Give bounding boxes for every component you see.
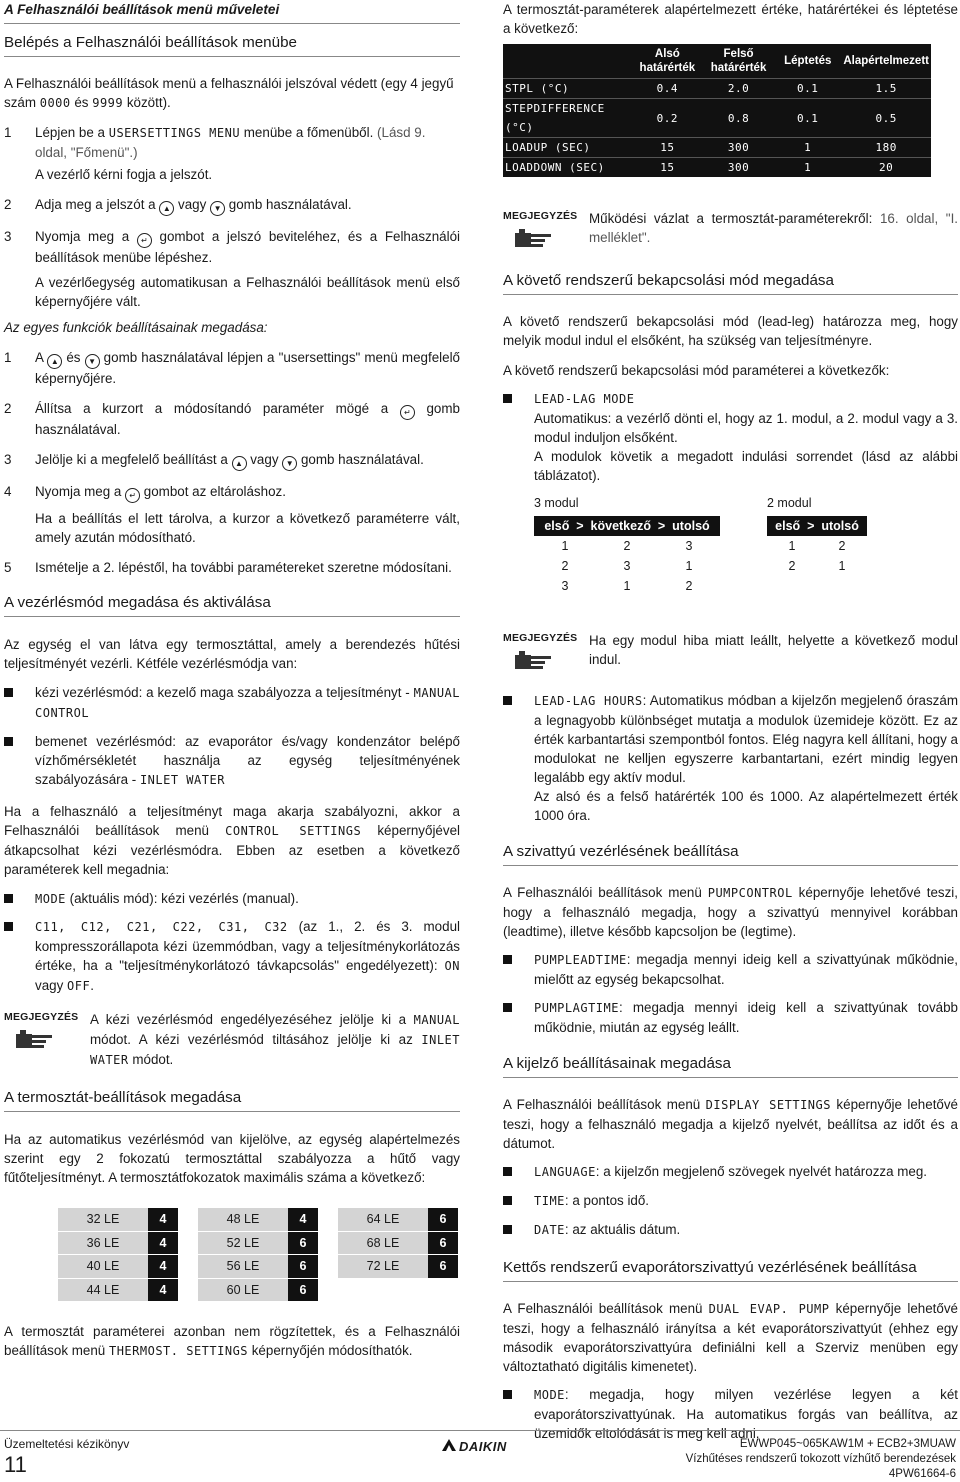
step-1: 1 Lépjen be a USERSETTINGS MENU menübe a főmenüből. (Lásd 9. oldal, "Főmenü".): [4, 125, 426, 160]
thermo-cell-label: 60 LE: [198, 1279, 288, 1302]
param-row: [503, 138, 931, 158]
module-order-cell: 2: [685, 579, 693, 593]
module-order-cell: 2: [788, 559, 796, 573]
bullet-lead-lag-mode: LEAD-LAG MODE: [503, 389, 958, 409]
param-cell: 300: [703, 138, 774, 158]
param-cell: LOADDOWN (SEC): [503, 158, 632, 178]
note-thermostat-diagram: MEGJEGYZÉS Működési vázlat a termosztát-paraméterekről: 16. oldal, "I. melléklet".: [503, 209, 958, 247]
bullet-dual-mode: MODE: megadja, hogy milyen vezérlése legyen a két evaporátorszivattyúnak. Ha automatikus forgás van beállítva, az üzemidők eltolódását is meg kell adni.: [503, 1385, 958, 1443]
right-column: [503, 0, 958, 1443]
enter-button-icon: ↵: [400, 405, 415, 420]
thermo-cell-label: 72 LE: [338, 1255, 428, 1278]
up-button-icon: ▲: [232, 456, 247, 471]
module-order-cell: 2: [623, 539, 631, 553]
heading-display: A kijelző beállításainak megadása: [503, 1054, 958, 1078]
thermo-cell-value: 4: [148, 1232, 178, 1255]
lead-lag-hours-limits: Az alsó és a felső határérték 100 és 1000. Az alapértelmezett érték 1000 óra.: [534, 789, 958, 823]
param-cell: STPL (°C): [503, 79, 632, 99]
footer-manual: Üzemeltetési kézikönyv: [4, 1437, 130, 1451]
param-header-cell: Alsó határérték: [639, 48, 696, 74]
thermo-cell-label: 68 LE: [338, 1232, 428, 1255]
param-cell: 20: [841, 158, 931, 178]
bullet-time: TIME: a pontos idő.: [503, 1191, 958, 1211]
up-button-icon: ▲: [47, 354, 62, 369]
param-cell: LOADUP (SEC): [503, 138, 632, 158]
footer-left: [4, 1437, 129, 1478]
thermo-cell-label: 48 LE: [198, 1208, 288, 1231]
enter-button-icon: ↵: [137, 233, 152, 248]
func-step-4: 4 Nyomja meg a ↵ gombot az eltároláshoz.: [4, 482, 460, 503]
mod3-label: 3 modul: [534, 496, 579, 510]
heading-lead-lag: A követő rendszerű bekapcsolási mód megadása: [503, 271, 958, 295]
step-2: 2 Adja meg a jelszót a ▲ vagy ▼ gomb használatával.: [4, 195, 460, 216]
intro-password: A Felhasználói beállítások menü a felhasználói jelszóval védett (egy 4 jegyű szám 0000 és 9999 között).: [4, 76, 454, 110]
thermo-cell-label: 44 LE: [58, 1279, 148, 1302]
module-order-cell: 2: [561, 559, 569, 573]
param-header-cell: Felső határérték: [710, 48, 767, 74]
param-cell: 0.1: [774, 79, 841, 99]
thermo-cell-value: 6: [288, 1232, 318, 1255]
thermo-cell-value: 6: [428, 1232, 458, 1255]
thermo-cell-value: 4: [148, 1208, 178, 1231]
page-section-title: A Felhasználói beállítások menü műveletei: [4, 0, 460, 24]
bullet-input-mode: bemenet vezérlésmód: az evaporátor és/vagy kondenzátor belépő vízhőmérsékletét használja az egység teljesítményének szabályozására - INLET WATER: [4, 732, 460, 790]
param-intro: A termosztát-paraméterek alapértelmezett értéke, határértékei és léptetése a következő:: [503, 2, 958, 36]
module-order-cell: 1: [623, 579, 631, 593]
module-order-header: első > következő > utolsó: [534, 516, 720, 536]
thermostat-param-table: [503, 44, 931, 177]
thermo-cell-value: 6: [428, 1255, 458, 1278]
param-cell: 1.5: [841, 79, 931, 99]
bullet-manual-mode: kézi vezérlésmód: a kezelő maga szabályozza a teljesítményt - MANUAL CONTROL: [4, 683, 460, 723]
pointing-hand-icon: [513, 651, 553, 673]
dual-pump-intro: A Felhasználói beállítások menü DUAL EVAP. PUMP képernyője lehetővé teszi, hogy a felhasználó irányítsa a két evaporátorszivattyút (ehhez egy második evaporátorszivattyúra definiálni kell a Szerviz menüben egy változtatható digitális kimenetet).: [503, 1301, 958, 1374]
thermostat-intro: Ha az automatikus vezérlésmód van kijelölve, az egység alapértelmezés szerint egy 2 fokozatú termosztáttal szabályozza a hűtő vagy fűtőteljesítményt. A termosztátfokozatok maximális száma a következő:: [4, 1132, 460, 1185]
bullet-lead-lag-hours: LEAD-LAG HOURS: Automatikus módban a kijelzőn megjelenő óraszám a legnagyobb különbséget mutatja a modulok üzemideje között. Ez az érték karbantartási szempontból fontos. Elég nagyra kell állítani, hogy a modulokat ne kelljen egyszerre karbantartani, ezért mindig legyen legalább egy aktív modul.: [503, 691, 958, 787]
pump-intro: A Felhasználói beállítások menü PUMPCONTROL képernyője lehetővé teszi, hogy a felhasználó megadja, hogy a szivattyú mennyivel korábban (leadtime), illetve később kapcsoljon be (legtime).: [503, 885, 958, 939]
enter-button-icon: ↵: [125, 488, 140, 503]
footer-desc: Vízhűtéses rendszerű tokozott vízhűtő berendezések: [685, 1453, 956, 1465]
footer-code: 4PW61664-6: [888, 1468, 956, 1480]
func-step-4-sub: Ha a beállítás el lett tárolva, a kurzor a következő paraméterre vált, amely azután módosítható.: [35, 511, 460, 545]
module-order-cell: 2: [838, 539, 846, 553]
page-number: 11: [4, 1452, 27, 1477]
thermo-cell-value: 6: [288, 1279, 318, 1302]
param-cell: 300: [703, 158, 774, 178]
module-order-cell: 1: [838, 559, 846, 573]
func-step-5: 5 Ismételje a 2. lépéstől, ha további paramétereket szeretne módosítani.: [4, 560, 452, 575]
thermostat-steps-table: [58, 1208, 460, 1302]
thermostat-end: A termosztát paraméterei azonban nem rögzítettek, és a Felhasználói beállítások menü THERMOST. SETTINGS képernyőjén módosíthatók.: [4, 1324, 460, 1358]
param-cell: 2.0: [703, 79, 774, 99]
display-intro: A Felhasználói beállítások menü DISPLAY SETTINGS képernyője lehetővé teszi, hogy a felhasználó megadja a kijelző nyelvét, beállítsa az időt és a dátumot.: [503, 1097, 959, 1151]
thermo-cell-label: 40 LE: [58, 1255, 148, 1278]
module-order-header: első > utolsó: [767, 516, 867, 536]
param-cell: STEPDIFFERENCE (°C): [503, 99, 632, 138]
main-menu-ref: (Lásd 9. oldal, "Főmenü".): [35, 125, 426, 160]
heading-thermostat: A termosztát-beállítások megadása: [4, 1088, 460, 1112]
bullet-mode: MODE (aktuális mód): kézi vezérlés (manual).: [4, 889, 460, 909]
param-cell: 15: [632, 138, 703, 158]
param-cell: 180: [841, 138, 931, 158]
thermo-cell-value: 4: [148, 1255, 178, 1278]
mod2-table: [767, 516, 867, 576]
bullet-language: LANGUAGE: a kijelzőn megjelenő szövegek nyelvét határozza meg.: [503, 1162, 958, 1182]
note-label: MEGJEGYZÉS: [503, 207, 577, 251]
func-step-1: 1 A ▲ és ▼ gomb használatával lépjen a "usersettings" menü megfelelő képernyőjére.: [4, 350, 460, 386]
module-order-cell: 3: [561, 579, 569, 593]
param-cell: 1: [774, 158, 841, 178]
pointing-hand-icon: [14, 1030, 54, 1052]
heading-enter-user-settings: Belépés a Felhasználói beállítások menübe: [4, 33, 460, 57]
param-cell: 15: [632, 158, 703, 178]
param-cell: 1: [774, 138, 841, 158]
up-button-icon: ▲: [159, 201, 174, 216]
footer-right: [686, 1437, 956, 1482]
thermo-cell-value: 4: [148, 1279, 178, 1302]
heading-dual-pump: Kettős rendszerű evaporátorszivattyú vezérlésének beállítása: [503, 1258, 958, 1282]
func-step-2: 2 Állítsa a kurzort a módosítandó paraméter mögé a ↵ gomb használatával.: [4, 401, 460, 437]
heading-control-mode: A vezérlésmód megadása és aktiválása: [4, 593, 460, 617]
note-label: MEGJEGYZÉS: [4, 1008, 78, 1052]
mod2-label: 2 modul: [767, 496, 812, 510]
module-order-cell: 3: [623, 559, 631, 573]
down-button-icon: ▼: [282, 456, 297, 471]
param-cell: 0.1: [774, 99, 841, 138]
module-order-row: [767, 536, 867, 556]
module-order-tables: [534, 494, 958, 604]
lead-lag-intro: A követő rendszerű bekapcsolási mód (lead-leg) határozza meg, hogy melyik modul indul el elsőként, ha szükség van teljesítményre.: [503, 314, 958, 348]
param-header-cell: Léptetés: [784, 55, 832, 67]
left-column: [4, 0, 460, 1361]
down-button-icon: ▼: [85, 354, 100, 369]
param-cell: 0.2: [632, 99, 703, 138]
thermo-cell-label: 64 LE: [338, 1208, 428, 1231]
footer-rule: [0, 1430, 960, 1431]
note-label: MEGJEGYZÉS: [503, 629, 577, 673]
module-order-cell: 1: [561, 539, 569, 553]
bullet-pump-lead: PUMPLEADTIME: megadja mennyi ideig kell a szivattyúnak működnie, mielőtt az egység bekapcsolhat.: [503, 950, 958, 989]
footer-model: EWWP045~065KAW1M + ECB2+3MUAW: [739, 1438, 956, 1450]
thermo-cell-label: 56 LE: [198, 1255, 288, 1278]
manual-mode-paragraph: Ha a felhasználó a teljesítményt maga akarja szabályozni, akkor a Felhasználói beállítások menü CONTROL SETTINGS képernyőjével átkapcsolhat kézi vezérlésmódra. Ebben az esetben a következő paraméterek kell megadnia:: [4, 804, 460, 877]
thermo-cell-value: 6: [288, 1255, 318, 1278]
bullet-pump-lag: PUMPLAGTIME: megadja mennyi ideig kell a szivattyúnak tovább működnie, miután az egység leállt.: [503, 998, 958, 1037]
note-module-failure: MEGJEGYZÉS Ha egy modul hiba miatt leállt, helyette a következő modul indul.: [503, 631, 958, 669]
pointing-hand-icon: [513, 229, 553, 251]
param-header-cell: Alapértelmezett: [843, 55, 929, 67]
module-order-row: [767, 556, 867, 576]
thermo-cell-label: 36 LE: [58, 1232, 148, 1255]
module-order-cell: 3: [685, 539, 693, 553]
function-heading: Az egyes funkciók beállításainak megadása:: [4, 320, 268, 335]
thermo-cell-label: 32 LE: [58, 1208, 148, 1231]
step-3-sub: A vezérlőegység automatikusan a Felhasználói beállítások menü első képernyőjére vált.: [35, 275, 460, 309]
param-row: [503, 79, 931, 99]
module-order-cell: 1: [788, 539, 796, 553]
thermo-cell-label: 52 LE: [198, 1232, 288, 1255]
module-order-row: [534, 536, 720, 556]
lead-lag-auto: Automatikus: a vezérlő dönti el, hogy az 1. modul, a 2. modul vagy a 3. modul induljon elsőként.: [534, 411, 958, 445]
module-order-row: [534, 576, 720, 596]
bullet-date: DATE: az aktuális dátum.: [503, 1220, 958, 1240]
module-order-row: [534, 556, 720, 576]
note-manual-mode: MEGJEGYZÉS A kézi vezérlésmód engedélyezéséhez jelölje ki a MANUAL módot. A kézi vezérlésmód tiltásához jelölje ki az INLET WATER módot.: [4, 1010, 460, 1070]
daikin-logo: DAIKIN: [442, 1439, 516, 1457]
param-header-cell: [503, 44, 632, 79]
param-row: [503, 99, 931, 138]
param-cell: 0.8: [703, 99, 774, 138]
param-row: [503, 158, 931, 178]
mod3-table: [534, 516, 720, 596]
control-mode-intro: Az egység el van látva egy termosztáttal, amely a berendezés hűtési teljesítményét vezérli. Kétféle vezérlésmódja van:: [4, 637, 460, 671]
thermo-cell-value: 6: [428, 1208, 458, 1231]
down-button-icon: ▼: [210, 201, 225, 216]
bullet-compressors: C11, C12, C21, C22, C31, C32 (az 1., 2. és 3. modul kompresszorállapota kézi üzemmódban, vagy a teljesítménykorlátozás értéke, ha a "teljesítménykorlátozó távkapcsolás" engedélyezett): ON vagy OFF.: [4, 917, 460, 996]
heading-pump-control: A szivattyú vezérlésének beállítása: [503, 842, 958, 866]
step-1-sub: A vezérlő kérni fogja a jelszót.: [35, 167, 213, 182]
module-order-cell: 1: [685, 559, 693, 573]
param-cell: 0.5: [841, 99, 931, 138]
param-cell: 0.4: [632, 79, 703, 99]
lead-lag-params: A követő rendszerű bekapcsolási mód paraméterei a következők:: [503, 363, 890, 378]
step-3: 3 Nyomja meg a ↵ gombot a jelszó beviteléhez, és a Felhasználói beállítások menübe lépéshez.: [4, 229, 461, 265]
thermo-cell-value: 4: [288, 1208, 318, 1231]
func-step-3: 3 Jelölje ki a megfelelő beállítást a ▲ vagy ▼ gomb használatával.: [4, 450, 460, 471]
lead-lag-order: A modulok követik a megadott indulási sorrendet (lásd az alábbi táblázatot).: [534, 449, 958, 483]
